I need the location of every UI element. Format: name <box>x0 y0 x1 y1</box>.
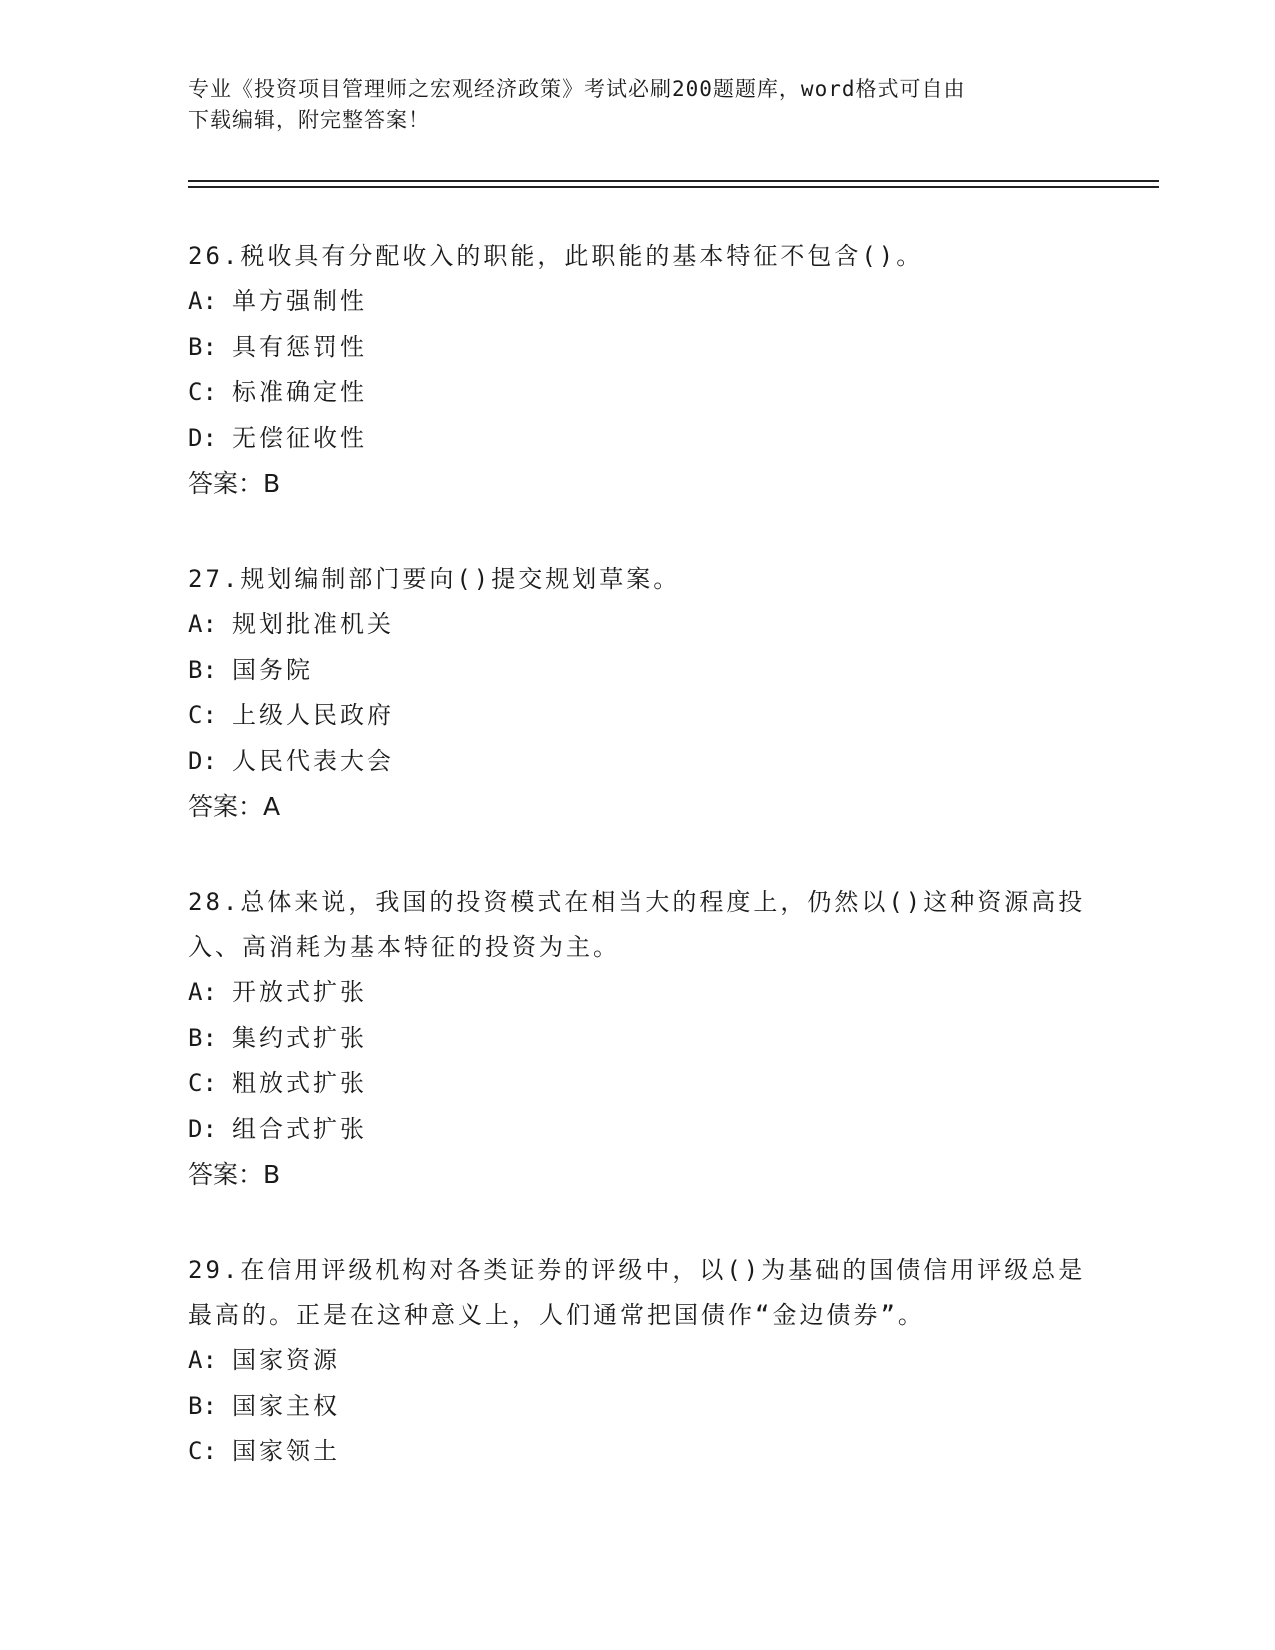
option-letter: C: <box>188 1069 217 1097</box>
option-a <box>188 970 1088 1016</box>
question-26 <box>188 234 1088 506</box>
option-text: 标准确定性 <box>232 378 367 406</box>
option-letter: A: <box>188 978 217 1006</box>
question-list <box>188 234 1088 1475</box>
option-b <box>188 1384 1088 1430</box>
option-letter: D: <box>188 1114 217 1143</box>
option-letter: C: <box>188 1437 217 1465</box>
option-b <box>188 1016 1088 1062</box>
option-text: 具有惩罚性 <box>232 332 367 361</box>
option-letter: A: <box>188 1346 217 1374</box>
question-27 <box>188 557 1088 829</box>
question-29 <box>188 1248 1088 1475</box>
option-a <box>188 602 1088 648</box>
header-line-1: 专业《投资项目管理师之宏观经济政策》考试必刷200题题库，word格式可自由 <box>188 77 966 101</box>
answer-line: 答案：B <box>188 1160 281 1189</box>
option-c <box>188 1061 1088 1107</box>
option-text: 国家领土 <box>232 1437 340 1465</box>
option-text: 开放式扩张 <box>232 978 367 1006</box>
question-stem: 27.规划编制部门要向()提交规划草案。 <box>188 565 681 593</box>
option-text: 集约式扩张 <box>232 1023 367 1052</box>
header-divider-top <box>188 180 1159 182</box>
header-line-2: 下载编辑，附完整答案！ <box>188 108 430 132</box>
option-letter: A: <box>188 610 217 638</box>
option-a <box>188 1338 1088 1384</box>
option-text: 国家资源 <box>232 1346 340 1374</box>
option-b <box>188 325 1088 371</box>
option-text: 粗放式扩张 <box>232 1069 367 1097</box>
option-c <box>188 693 1088 739</box>
option-letter: B: <box>188 332 217 361</box>
option-letter: C: <box>188 701 217 729</box>
option-letter: D: <box>188 423 217 452</box>
question-stem: 29.在信用评级机构对各类证券的评级中，以()为基础的国债信用评级总是最高的。正是在这种意义上，人们通常把国债作“金边债券”。 <box>188 1256 1086 1329</box>
header-divider-bottom <box>188 186 1159 188</box>
option-text: 上级人民政府 <box>232 701 394 729</box>
answer-line: 答案：A <box>188 792 281 821</box>
option-text: 组合式扩张 <box>232 1114 367 1143</box>
option-letter: B: <box>188 655 217 684</box>
option-letter: D: <box>188 746 217 775</box>
option-letter: B: <box>188 1023 217 1052</box>
option-d <box>188 416 1088 462</box>
option-c <box>188 370 1088 416</box>
question-28 <box>188 880 1088 1197</box>
option-text: 单方强制性 <box>232 287 367 315</box>
option-c <box>188 1429 1088 1475</box>
option-a <box>188 279 1088 325</box>
answer-line: 答案：B <box>188 469 281 498</box>
document-header <box>188 74 1088 136</box>
option-text: 人民代表大会 <box>232 746 394 775</box>
option-letter: B: <box>188 1391 217 1420</box>
option-text: 规划批准机关 <box>232 610 394 638</box>
option-text: 国务院 <box>232 655 313 684</box>
option-letter: C: <box>188 378 217 406</box>
option-text: 无偿征收性 <box>232 423 367 452</box>
option-letter: A: <box>188 287 217 315</box>
option-b <box>188 648 1088 694</box>
option-d <box>188 1107 1088 1153</box>
option-d <box>188 739 1088 785</box>
option-text: 国家主权 <box>232 1391 340 1420</box>
question-stem: 28.总体来说，我国的投资模式在相当大的程度上，仍然以()这种资源高投入、高消耗为基本特征的投资为主。 <box>188 888 1086 961</box>
question-stem: 26.税收具有分配收入的职能，此职能的基本特征不包含()。 <box>188 242 924 270</box>
